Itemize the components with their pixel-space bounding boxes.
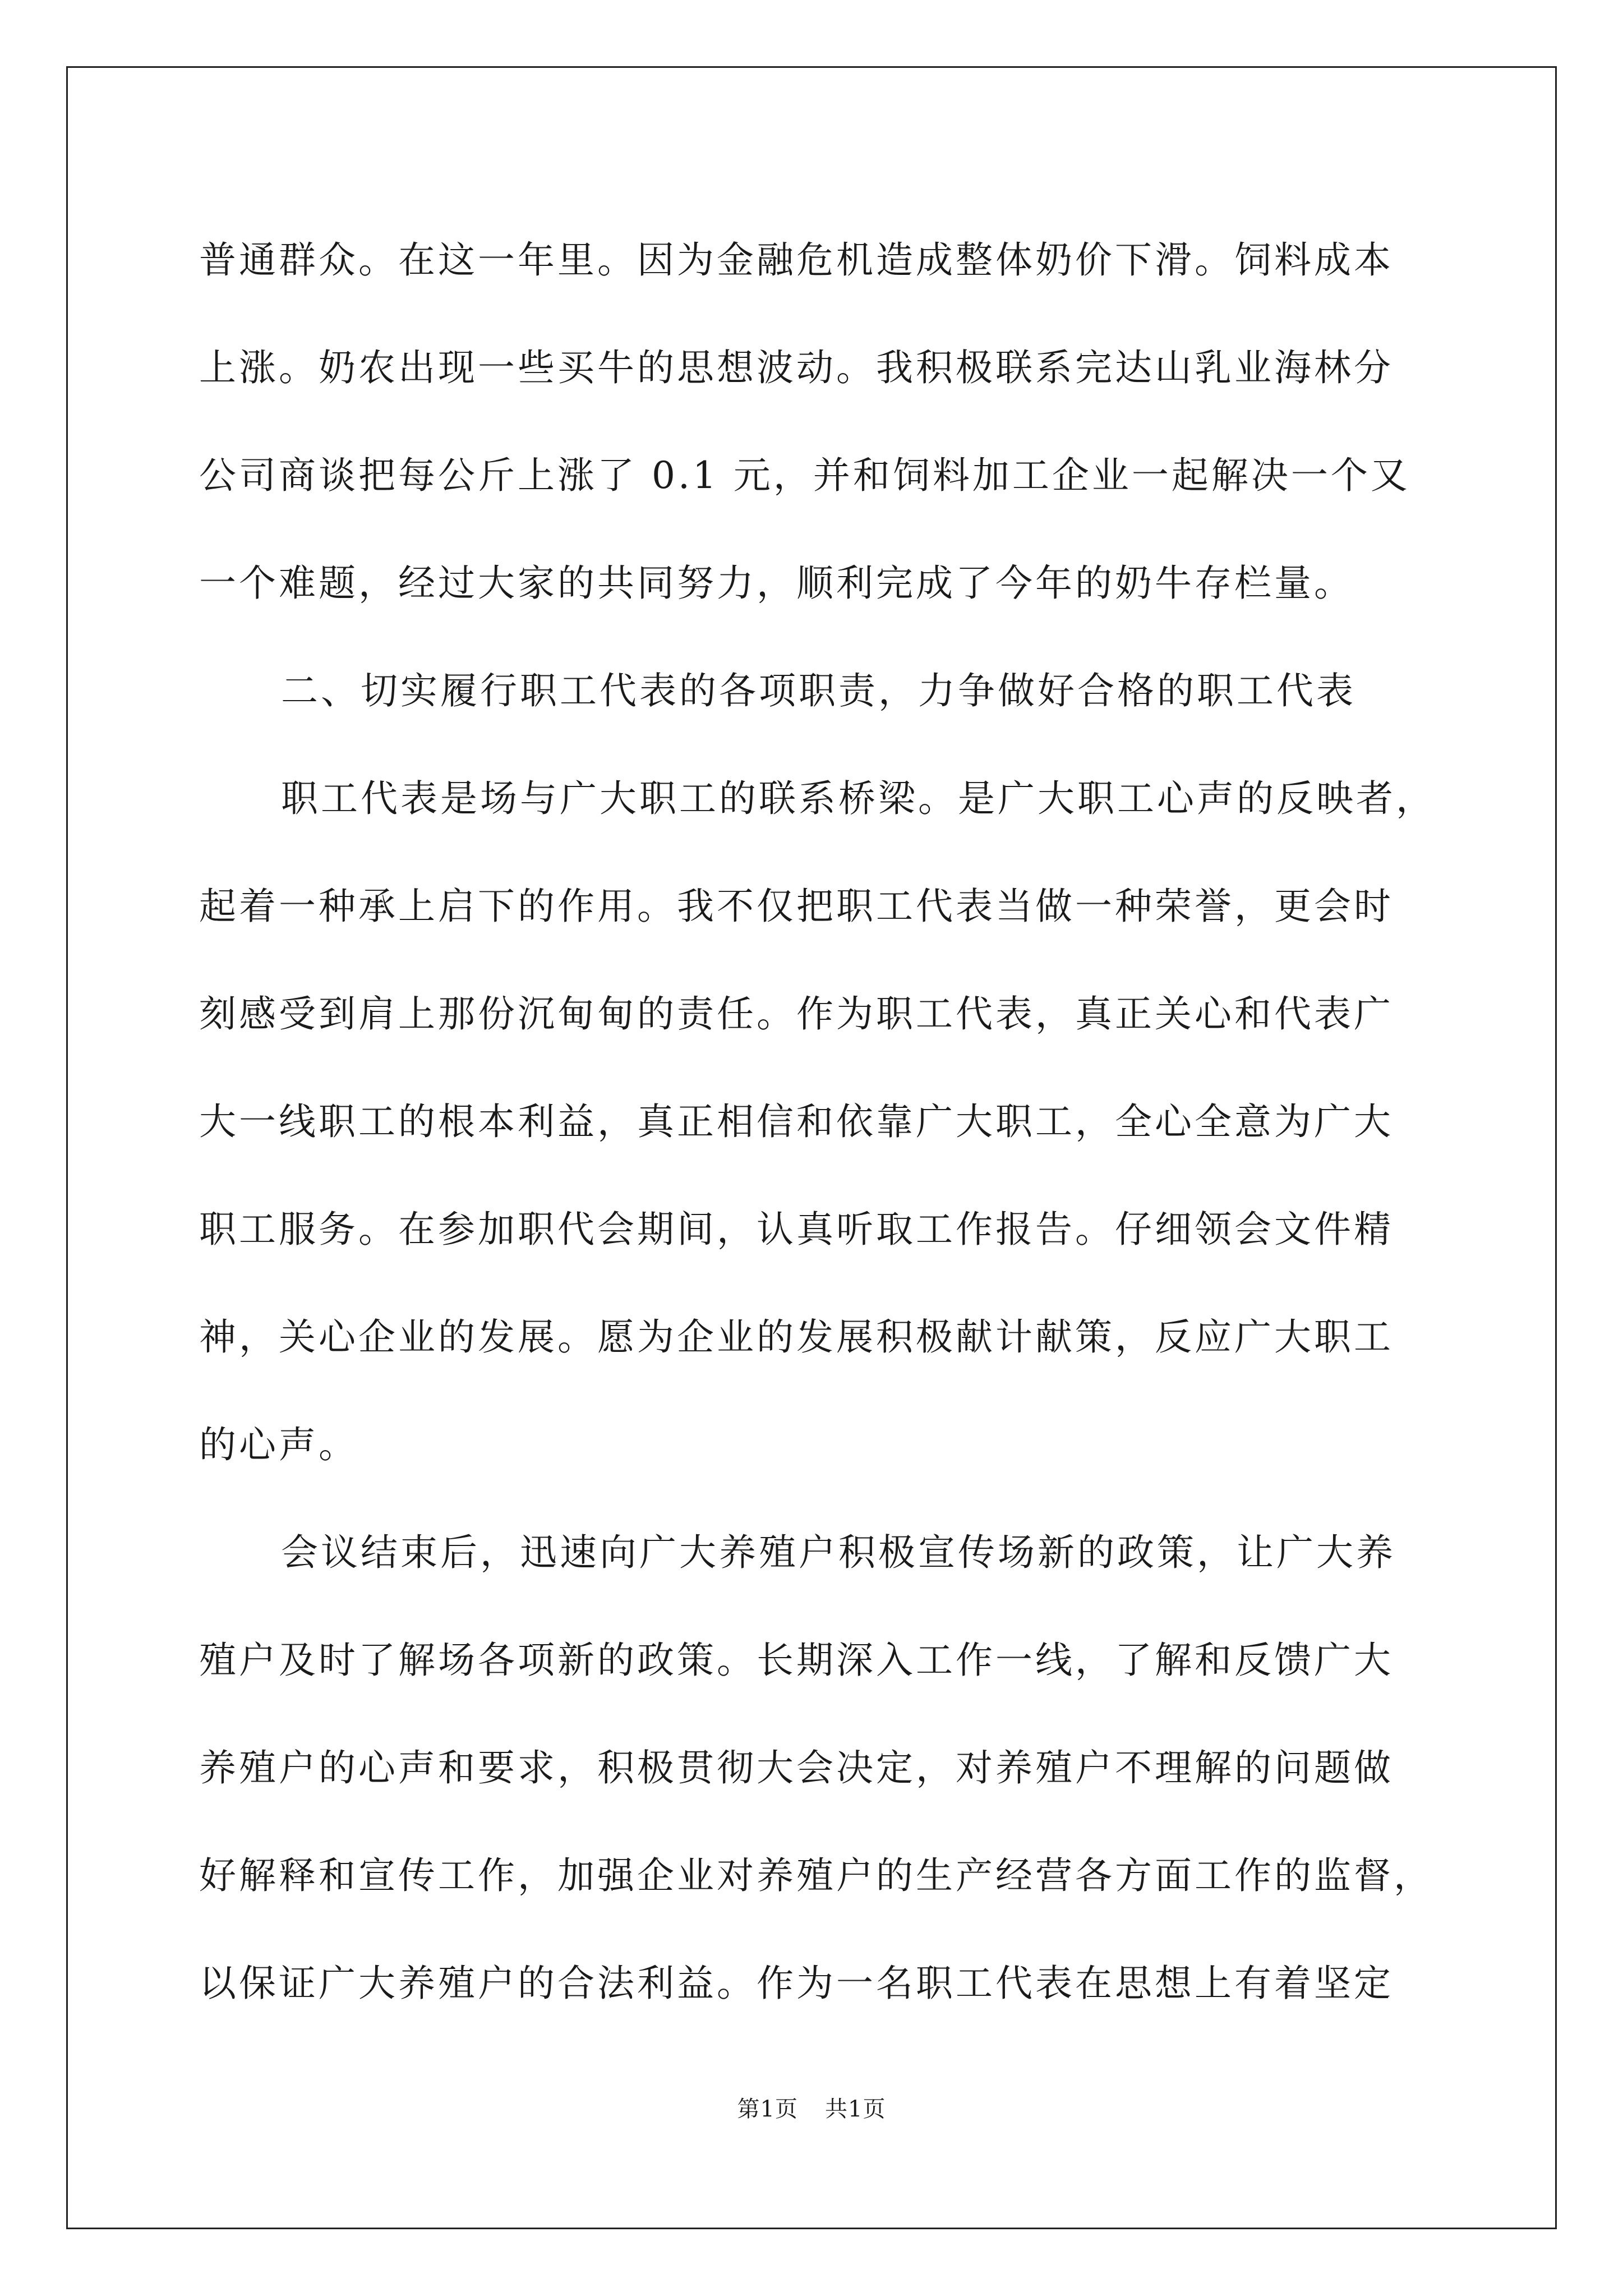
page-total: 共1页	[825, 2096, 886, 2122]
text-line: 上涨。奶农出现一些买牛的思想波动。我积极联系完达山乳业海林分	[199, 346, 1394, 389]
text-line: 好解释和宣传工作，加强企业对养殖户的生产经营各方面工作的监督，	[199, 1854, 1433, 1897]
text-line: 刻感受到肩上那份沉甸甸的责任。作为职工代表，真正关心和代表广	[199, 992, 1394, 1036]
text-line: 起着一种承上启下的作用。我不仅把职工代表当做一种荣誉，更会时	[199, 885, 1394, 928]
text-line: 职工代表是场与广大职工的联系桥梁。是广大职工心声的反映者，	[281, 777, 1436, 820]
text-line: 养殖户的心声和要求，积极贯彻大会决定，对养殖户不理解的问题做	[199, 1746, 1394, 1789]
text-line: 公司商谈把每公斤上涨了 0.1 元，并和饲料加工企业一起解决一个又	[199, 454, 1410, 497]
text-line: 会议结束后，迅速向广大养殖户积极宣传场新的政策，让广大养	[281, 1531, 1396, 1574]
text-line: 职工服务。在参加职代会期间，认真听取工作报告。仔细领会文件精	[199, 1208, 1394, 1251]
text-line: 殖户及时了解场各项新的政策。长期深入工作一线，了解和反馈广大	[199, 1639, 1394, 1682]
text-line: 的心声。	[199, 1423, 358, 1466]
page-footer	[0, 2091, 1623, 2123]
section-heading: 二、切实履行职工代表的各项职责，力争做好合格的职工代表	[281, 669, 1356, 712]
page-number: 第1页	[737, 2096, 798, 2122]
document-body	[199, 206, 1436, 2037]
text-line: 一个难题，经过大家的共同努力，顺利完成了今年的奶牛存栏量。	[199, 562, 1354, 605]
text-line: 普通群众。在这一年里。因为金融危机造成整体奶价下滑。饲料成本	[199, 238, 1394, 282]
text-line: 大一线职工的根本利益，真正相信和依靠广大职工，全心全意为广大	[199, 1100, 1394, 1143]
text-line: 神，关心企业的发展。愿为企业的发展积极献计献策，反应广大职工	[199, 1315, 1394, 1359]
text-line: 以保证广大养殖户的合法利益。作为一名职工代表在思想上有着坚定	[199, 1962, 1394, 2005]
